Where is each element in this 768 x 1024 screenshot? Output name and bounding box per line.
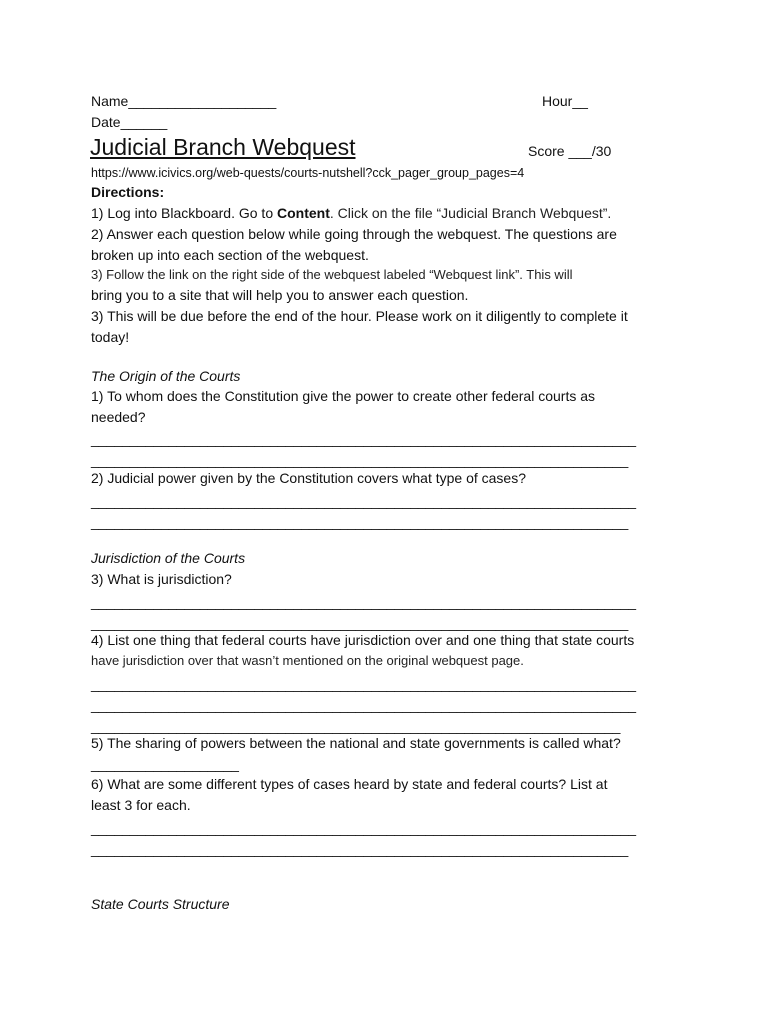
answer-line[interactable]: ______________________________________________________________________ xyxy=(91,493,637,509)
direction-step-4-line-2: today! xyxy=(91,329,130,345)
direction-step-4-line-1: 3) This will be due before the end of the hour. Please work on it diligently to complete it xyxy=(91,308,628,324)
answer-blank-short[interactable]: ___________________ xyxy=(91,756,239,772)
direction-step-1 xyxy=(91,204,611,222)
direction-step-1-text-end: . Click on the file “Judicial Branch Webquest”. xyxy=(329,205,612,221)
name-field-label: Name___________________ xyxy=(91,93,277,109)
worksheet-title: Judicial Branch Webquest xyxy=(90,134,356,160)
direction-step-1-text: 1) Log into Blackboard. Go to xyxy=(91,205,277,221)
question-3: 3) What is jurisdiction? xyxy=(91,571,232,587)
answer-line[interactable]: _____________________________________________________________________ xyxy=(91,841,629,857)
question-6-line-1: 6) What are some different types of cases heard by state and federal courts? List at xyxy=(91,776,608,792)
webquest-url: https://www.icivics.org/web-quests/courts-nutshell?cck_pager_group_pages=4 xyxy=(91,166,525,180)
score-label: Score ___/30 xyxy=(528,143,612,159)
answer-line[interactable]: ______________________________________________________________________ xyxy=(91,820,637,836)
content-emphasis: Content xyxy=(277,205,330,221)
question-1-line-2: needed? xyxy=(91,409,146,425)
section-heading-jurisdiction: Jurisdiction of the Courts xyxy=(91,550,246,566)
answer-line[interactable]: ____________________________________________________________________ xyxy=(91,718,621,734)
answer-line[interactable]: _____________________________________________________________________ xyxy=(91,615,629,631)
answer-line[interactable]: ______________________________________________________________________ xyxy=(91,697,637,713)
date-field-label: Date______ xyxy=(91,114,168,130)
direction-step-2-line-2: broken up into each section of the webquest. xyxy=(91,247,369,263)
answer-line[interactable]: ______________________________________________________________________ xyxy=(91,594,637,610)
answer-line[interactable]: _____________________________________________________________________ xyxy=(91,452,629,468)
answer-line[interactable]: ______________________________________________________________________ xyxy=(91,431,637,447)
question-6-line-2: least 3 for each. xyxy=(91,797,191,813)
section-heading-origin: The Origin of the Courts xyxy=(91,368,241,384)
direction-step-3-line-2: bring you to a site that will help you to answer each question. xyxy=(91,287,469,303)
question-2: 2) Judicial power given by the Constitution covers what type of cases? xyxy=(91,470,527,486)
question-1-line-1: 1) To whom does the Constitution give the power to create other federal courts as xyxy=(91,388,596,404)
section-heading-state-courts: State Courts Structure xyxy=(91,896,230,912)
direction-step-3-line-1: 3) Follow the link on the right side of the webquest labeled “Webquest link”. This will xyxy=(91,267,573,282)
question-4-line-1: 4) List one thing that federal courts have jurisdiction over and one thing that state courts xyxy=(91,632,635,648)
directions-heading: Directions: xyxy=(91,184,165,200)
question-4-line-2: have jurisdiction over that wasn’t mentioned on the original webquest page. xyxy=(91,653,524,668)
hour-field-label: Hour__ xyxy=(542,93,588,109)
question-5: 5) The sharing of powers between the national and state governments is called what? xyxy=(91,735,621,751)
direction-step-2-line-1: 2) Answer each question below while going through the webquest. The questions are xyxy=(91,226,617,242)
answer-line[interactable]: ______________________________________________________________________ xyxy=(91,676,637,692)
answer-line[interactable]: _____________________________________________________________________ xyxy=(91,514,629,530)
